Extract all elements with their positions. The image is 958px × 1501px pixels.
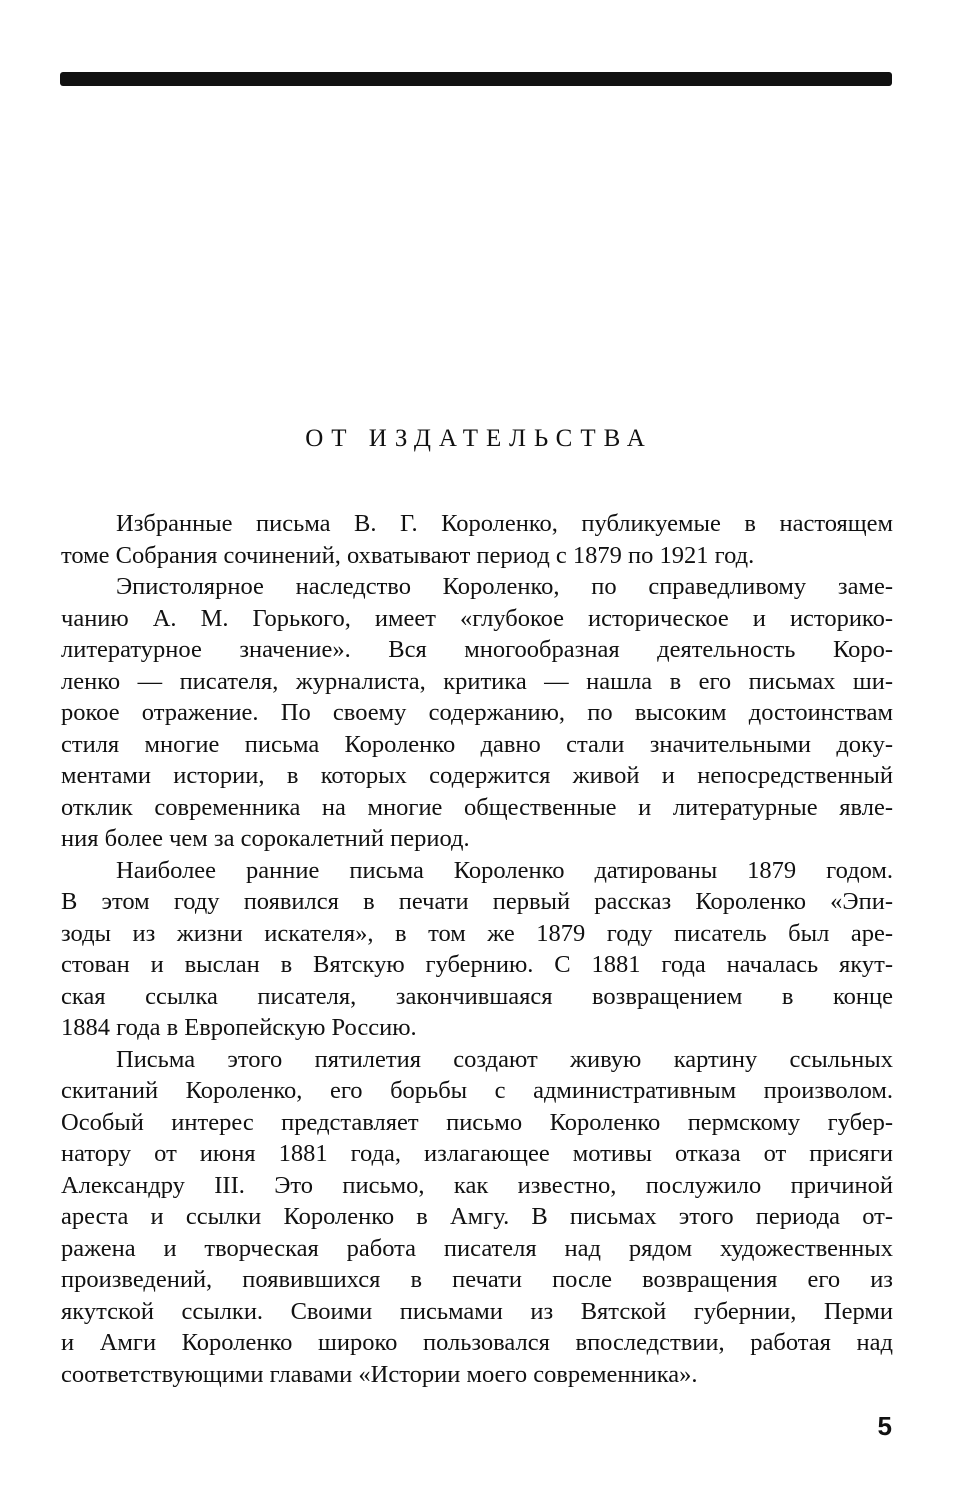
text-line: стован и выслан в Вятскую губернию. С 1881 года началась якут- bbox=[61, 951, 893, 978]
text-line: скитаний Короленко, его борьбы с административным произволом. bbox=[61, 1077, 893, 1104]
text-line: Александру III. Это письмо, как известно, послужило причиной bbox=[61, 1171, 893, 1199]
text-line: 1884 года в Европейскую Россию. bbox=[61, 1014, 417, 1041]
text-line: В этом году появился в печати первый рассказ Короленко «Эпи- bbox=[61, 888, 893, 915]
text-line: натору от июня 1881 года, излагающее мотивы отказа от присяги bbox=[61, 1140, 893, 1167]
text-line: ленко — писателя, журналиста, критика — нашла в его письмах ши- bbox=[61, 667, 893, 695]
text-line: Особый интерес представляет письмо Короленко пермскому губер- bbox=[61, 1108, 893, 1136]
text-line: произведений, появившихся в печати после возвращения его из bbox=[61, 1266, 893, 1293]
text-line: ская ссылка писателя, закончившаяся возвращением в конце bbox=[61, 982, 893, 1010]
text-line: ареста и ссылки Короленко в Амгу. В письмах этого периода от- bbox=[61, 1203, 893, 1230]
text-line: чанию А. М. Горького, имеет «глубокое историческое и историко- bbox=[61, 604, 893, 632]
text-line: зоды из жизни искателя», в том же 1879 году писатель был аре- bbox=[61, 919, 893, 947]
text-line: ния более чем за сорокалетний период. bbox=[61, 825, 470, 852]
text-line: Избранные письма В. Г. Короленко, публикуемые в настоящем bbox=[116, 510, 893, 537]
text-line: якутской ссылки. Своими письмами из Вятской губернии, Перми bbox=[61, 1297, 893, 1325]
body-text bbox=[61, 508, 893, 1390]
text-line: Письма этого пятилетия создают живую картину ссыльных bbox=[116, 1045, 893, 1073]
text-line: и Амги Короленко широко пользовался впоследствии, работая над bbox=[61, 1329, 893, 1356]
text-line: отклик современника на многие общественные и литературные явле- bbox=[61, 793, 893, 821]
text-line: Эпистолярное наследство Короленко, по справедливому заме- bbox=[116, 573, 893, 600]
text-line: ражена и творческая работа писателя над рядом художественных bbox=[61, 1234, 893, 1262]
text-line: рокое отражение. По своему содержанию, по высоким достоинствам bbox=[61, 699, 893, 726]
text-line: томе Собрания сочинений, охватывают период с 1879 по 1921 год. bbox=[61, 541, 755, 569]
text-line: литературное значение». Вся многообразная деятельность Коро- bbox=[61, 636, 893, 663]
text-line: стиля многие письма Короленко давно стали значительными доку- bbox=[61, 730, 893, 758]
page-number: 5 bbox=[877, 1411, 892, 1441]
top-rule bbox=[60, 72, 892, 86]
text-line: соответствующими главами «Истории моего современника». bbox=[61, 1360, 698, 1388]
text-line: ментами истории, в которых содержится живой и непосредственный bbox=[61, 762, 893, 789]
section-heading: ОТ ИЗДАТЕЛЬСТВА bbox=[305, 425, 653, 452]
text-line: Наиболее ранние письма Короленко датированы 1879 годом. bbox=[116, 856, 893, 884]
